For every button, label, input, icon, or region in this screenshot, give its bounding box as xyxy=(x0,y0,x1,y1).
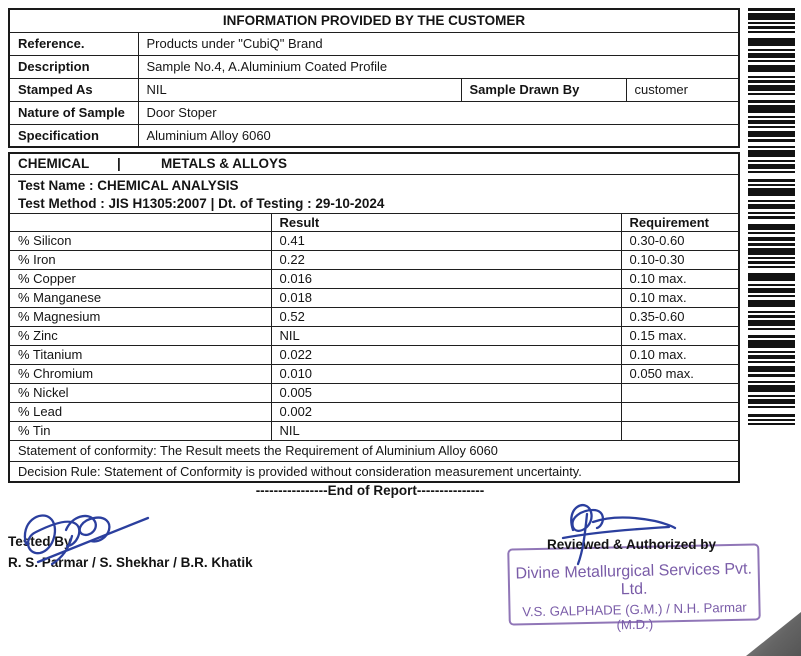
tested-by-label: Tested By xyxy=(8,534,72,549)
element-name-cell: % Copper xyxy=(9,269,271,288)
sample-drawn-by-value: customer xyxy=(626,78,739,101)
result-row-silicon xyxy=(9,231,739,250)
result-row-titanium xyxy=(9,345,739,364)
description-label: Description xyxy=(9,55,138,78)
result-row-nickel xyxy=(9,383,739,402)
description-value: Sample No.4, A.Aluminium Coated Profile xyxy=(138,55,739,78)
chemical-section-header xyxy=(9,153,739,174)
result-value-cell: 0.002 xyxy=(271,402,621,421)
requirement-cell: 0.15 max. xyxy=(621,326,739,345)
result-value-cell: 0.016 xyxy=(271,269,621,288)
info-table xyxy=(8,8,740,148)
requirement-cell xyxy=(621,383,739,402)
element-name-cell: % Nickel xyxy=(9,383,271,402)
element-name-cell: % Silicon xyxy=(9,231,271,250)
tested-by-names: R. S. Parmar / S. Shekhar / B.R. Khatik xyxy=(8,555,253,570)
result-value-cell: NIL xyxy=(271,421,621,440)
result-row-iron xyxy=(9,250,739,269)
element-name-cell: % Tin xyxy=(9,421,271,440)
result-row-chromium xyxy=(9,364,739,383)
result-value-cell: 0.22 xyxy=(271,250,621,269)
stamped-as-label: Stamped As xyxy=(9,78,138,101)
info-row-specification xyxy=(9,124,739,147)
requirement-column-header: Requirement xyxy=(621,213,739,231)
requirement-cell: 0.10 max. xyxy=(621,288,739,307)
test-method-line: Test Method : JIS H1305:2007 | Dt. of Testing : 29-10-2024 xyxy=(18,195,385,211)
end-of-report: ----------------End of Report--------------- xyxy=(255,483,485,498)
conformity-statement: Statement of conformity: The Result meets the Requirement of Aluminium Alloy 6060 xyxy=(9,440,739,461)
reviewed-by-label: Reviewed & Authorized by xyxy=(547,537,717,552)
element-name-cell: % Lead xyxy=(9,402,271,421)
result-value-cell: NIL xyxy=(271,326,621,345)
result-value-cell: 0.41 xyxy=(271,231,621,250)
department-label: METALS & ALLOYS xyxy=(161,156,287,172)
element-name-cell: % Zinc xyxy=(9,326,271,345)
requirement-cell: 0.10 max. xyxy=(621,345,739,364)
pipe-divider: | xyxy=(117,156,121,172)
info-row-description xyxy=(9,55,739,78)
conformity-statement-row xyxy=(9,440,739,461)
specification-label: Specification xyxy=(9,124,138,147)
info-row-stamped-as xyxy=(9,78,739,101)
info-row-nature-of-sample xyxy=(9,101,739,124)
info-row-reference xyxy=(9,32,739,55)
element-name-cell: % Titanium xyxy=(9,345,271,364)
stamp-officers: V.S. GALPHADE (G.M.) / N.H. Parmar (M.D.) xyxy=(522,599,747,633)
result-row-zinc xyxy=(9,326,739,345)
result-row-lead xyxy=(9,402,739,421)
element-name-cell: % Iron xyxy=(9,250,271,269)
result-value-cell: 0.52 xyxy=(271,307,621,326)
result-value-cell: 0.005 xyxy=(271,383,621,402)
test-info-row xyxy=(9,174,739,213)
result-row-magnesium xyxy=(9,307,739,326)
info-title-row xyxy=(9,9,739,32)
result-value-cell: 0.022 xyxy=(271,345,621,364)
requirement-cell: 0.10 max. xyxy=(621,269,739,288)
results-table xyxy=(8,152,740,483)
requirement-cell: 0.30-0.60 xyxy=(621,231,739,250)
stamped-as-value: NIL xyxy=(138,78,461,101)
nature-of-sample-label: Nature of Sample xyxy=(9,101,138,124)
element-name-cell: % Manganese xyxy=(9,288,271,307)
specification-value: Aluminium Alloy 6060 xyxy=(138,124,739,147)
requirement-cell xyxy=(621,402,739,421)
reference-value: Products under "CubiQ" Brand xyxy=(138,32,739,55)
requirement-cell: 0.10-0.30 xyxy=(621,250,739,269)
result-row-tin xyxy=(9,421,739,440)
result-value-cell: 0.010 xyxy=(271,364,621,383)
result-row-copper xyxy=(9,269,739,288)
element-column-header xyxy=(9,213,271,231)
result-row-manganese xyxy=(9,288,739,307)
result-value-cell: 0.018 xyxy=(271,288,621,307)
test-category-label: CHEMICAL xyxy=(18,156,90,172)
decision-rule-row xyxy=(9,461,739,482)
stamp-company-name: Divine Metallurgical Services Pvt. Ltd. xyxy=(515,560,753,599)
result-column-header: Result xyxy=(271,213,621,231)
results-header-row xyxy=(9,213,739,231)
info-table-title: INFORMATION PROVIDED BY THE CUSTOMER xyxy=(9,9,739,32)
requirement-cell xyxy=(621,421,739,440)
requirement-cell: 0.35-0.60 xyxy=(621,307,739,326)
element-name-cell: % Chromium xyxy=(9,364,271,383)
requirement-cell: 0.050 max. xyxy=(621,364,739,383)
element-name-cell: % Magnesium xyxy=(9,307,271,326)
decision-rule: Decision Rule: Statement of Conformity is provided without consideration measurement uncertainty. xyxy=(9,461,739,482)
barcode xyxy=(748,8,795,425)
nature-of-sample-value: Door Stoper xyxy=(138,101,739,124)
test-name-line: Test Name : CHEMICAL ANALYSIS xyxy=(18,177,239,193)
company-stamp xyxy=(507,543,761,633)
sample-drawn-by-label: Sample Drawn By xyxy=(461,78,626,101)
reference-label: Reference. xyxy=(9,32,138,55)
